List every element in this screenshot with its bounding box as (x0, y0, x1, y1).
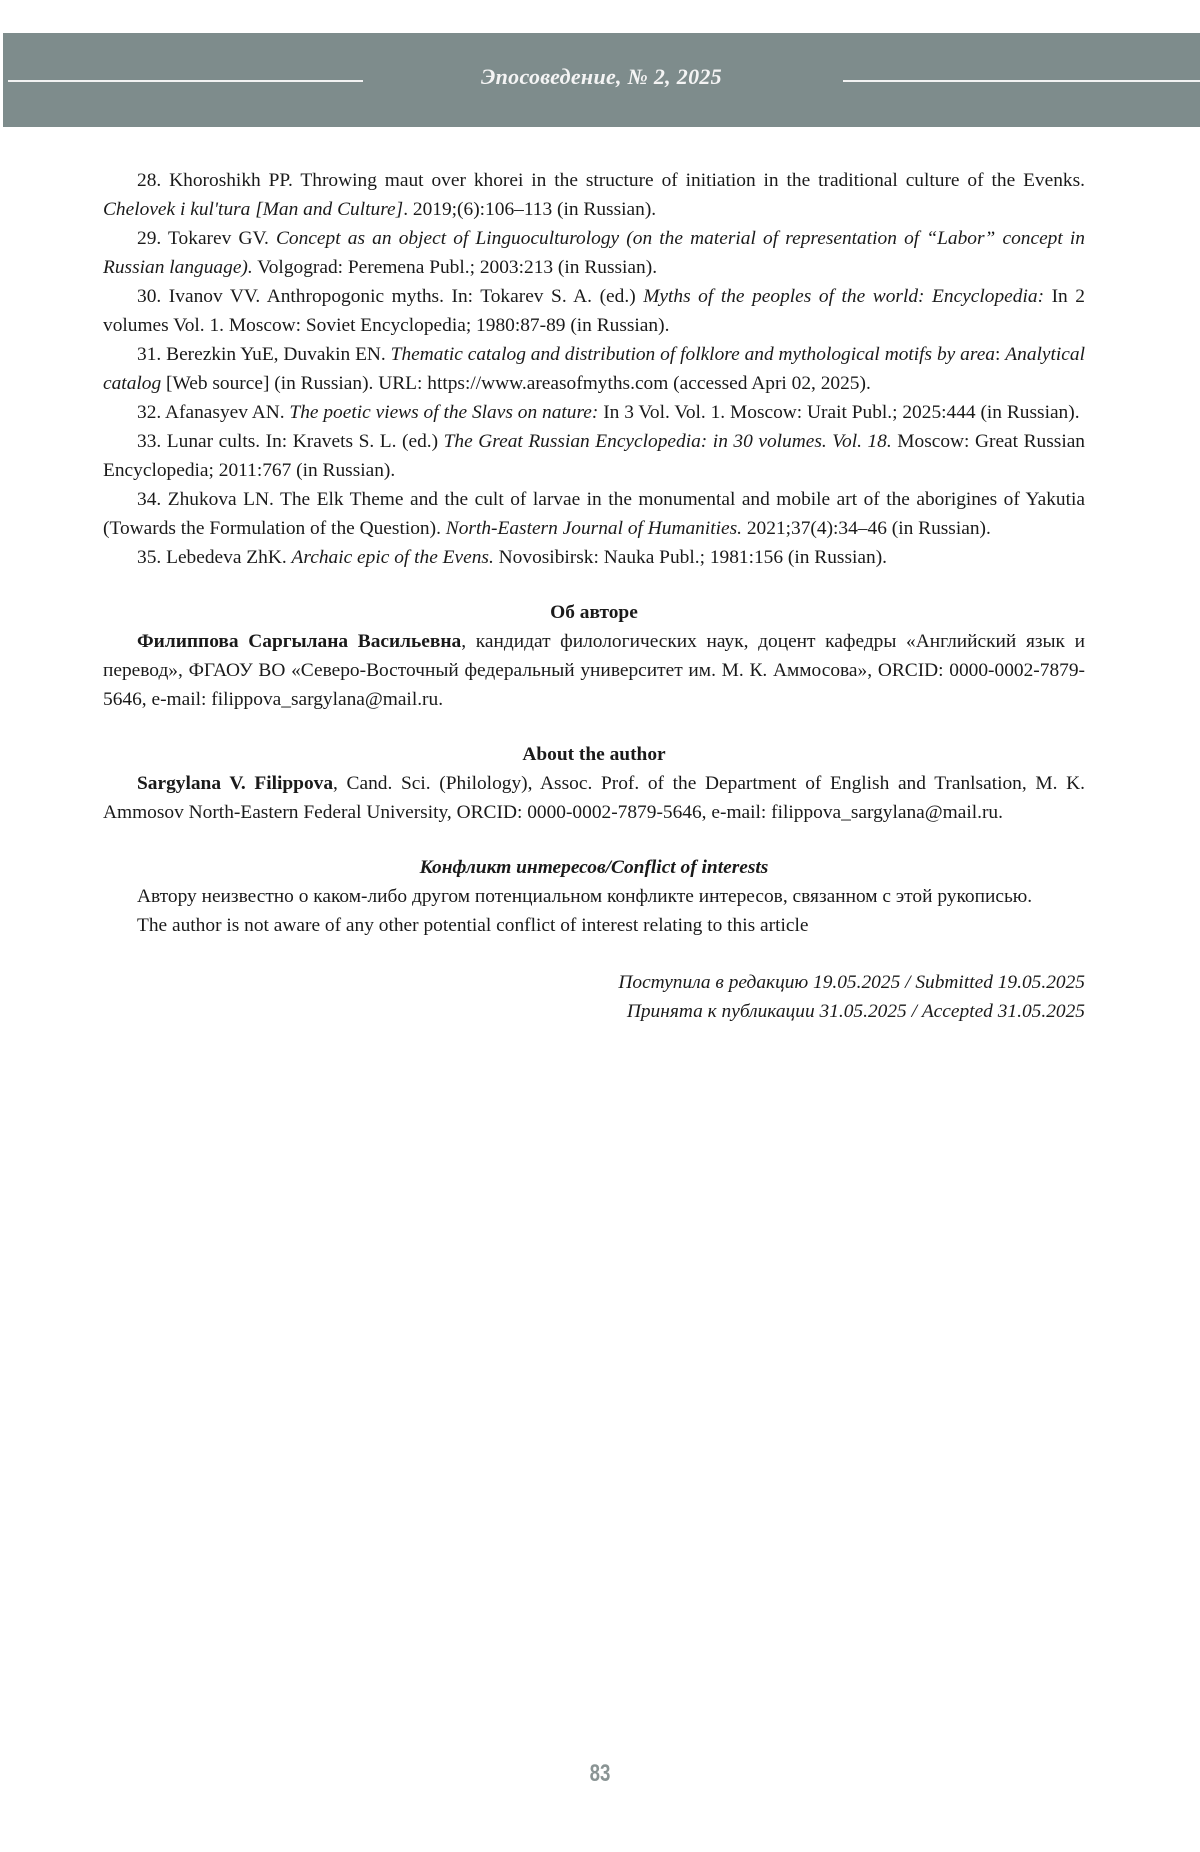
reference-text: Moscow: Great Russian Encyclopedia; 2011:767 (in Russian). (103, 431, 1086, 481)
reference-italic-title: Thematic catalog and distribution of folklore and mythological motifs by area (390, 344, 995, 365)
reference-italic-title: North-Eastern Journal of Humanities. (445, 518, 743, 539)
reference-item (103, 427, 1085, 485)
reference-number: 31. (137, 344, 162, 365)
page-number: 83 (589, 1760, 611, 1787)
reference-text: Lebedeva ZhK. (161, 547, 292, 568)
reference-item (103, 398, 1085, 427)
reference-italic-title: The poetic views of the Slavs on nature: (289, 402, 599, 423)
author-ru-heading: Об авторе (550, 602, 638, 623)
reference-text: Lunar cults. In: Kravets S. L. (ed.) (161, 431, 444, 452)
author-ru-paragraph (103, 627, 1085, 714)
reference-italic-title: Myths of the peoples of the world: Encyclopedia: (643, 286, 1045, 307)
author-ru-details: , кандидат филологических наук, доцент кафедры «Английский язык и перевод», ФГАОУ ВО «Северо-Восточный федеральный университет им. М. К. Аммосова», ORCID: 0000-0002-7879-5646, e-mail: filippova_sargylana@mail.ru. (103, 631, 1085, 710)
reference-item (103, 282, 1085, 340)
reference-text: Afanasyev AN. (161, 402, 290, 423)
reference-item (103, 166, 1085, 224)
reference-number: 34. (137, 489, 162, 510)
conflict-heading: Конфликт интересов/Conflict of interests (419, 857, 769, 878)
author-en-name: Sargylana V. Filippova (137, 773, 334, 794)
article-body (103, 166, 1085, 1026)
reference-item (103, 224, 1085, 282)
submitted-date: Поступила в редакцию 19.05.2025 / Submitted 19.05.2025 (618, 972, 1085, 993)
reference-number: 29. (137, 228, 162, 249)
reference-text: Berezkin YuE, Duvakin EN. (161, 344, 391, 365)
conflict-text-ru: Автору неизвестно о каком-либо другом потенциальном конфликте интересов, связанном с этой рукописью. (137, 886, 1033, 907)
reference-italic-title: Chelovek i kul'tura [Man and Culture] (103, 199, 404, 220)
reference-text: In 3 Vol. Vol. 1. Moscow: Urait Publ.; 2025:444 (in Russian). (598, 402, 1080, 423)
journal-issue-title: Эпосоведение, № 2, 2025 (481, 64, 722, 89)
reference-text: [Web source] (in Russian). URL: https://www.areasofmyths.com (accessed Apri 02, 2025). (161, 373, 871, 394)
reference-number: 35. (137, 547, 162, 568)
reference-item (103, 543, 1085, 572)
reference-italic-title: Analytical catalog (103, 344, 1085, 394)
reference-number: 33. (137, 431, 162, 452)
header-rule-right (843, 80, 1200, 82)
reference-italic-title: The Great Russian Encyclopedia: in 30 volumes. Vol. 18. (443, 431, 892, 452)
reference-text: Tokarev GV. (161, 228, 276, 249)
author-en-heading: About the author (522, 744, 666, 765)
reference-text: Novosibirsk: Nauka Publ.; 1981:156 (in Russian). (493, 547, 888, 568)
author-en-paragraph (103, 769, 1085, 827)
author-ru-name: Филиппова Саргылана Васильевна (137, 631, 462, 652)
author-en-details: , Cand. Sci. (Philology), Assoc. Prof. of the Department of English and Tranlsation, M. K. Ammosov North-Eastern Federal University, ORCID: 0000-0002-7879-5646, e-mail: filippova_sargylana@mail.ru. (103, 773, 1085, 823)
conflict-text-en: The author is not aware of any other potential conflict of interest relating to this article (137, 915, 809, 936)
reference-item (103, 485, 1085, 543)
reference-text: . 2019;(6):106–113 (in Russian). (403, 199, 657, 220)
reference-text: Ivanov VV. Anthropogonic myths. In: Tokarev S. A. (ed.) (161, 286, 644, 307)
reference-text: 2021;37(4):34–46 (in Russian). (742, 518, 991, 539)
reference-italic-title: Archaic epic of the Evens. (291, 547, 494, 568)
reference-text: In 2 volumes Vol. 1. Moscow: Soviet Encyclopedia; 1980:87-89 (in Russian). (103, 286, 1086, 336)
reference-text: : (995, 344, 1006, 365)
reference-text: Volgograd: Peremena Publ.; 2003:213 (in Russian). (252, 257, 658, 278)
reference-text: Khoroshikh PP. Throwing maut over khorei in the structure of initiation in the traditional culture of the Evenks. (161, 170, 1085, 191)
reference-list (103, 166, 1085, 572)
reference-text: Zhukova LN. The Elk Theme and the cult of larvae in the monumental and mobile art of the aborigines of Yakutia (Towards the Formulation of the Question). (103, 489, 1085, 539)
reference-number: 30. (137, 286, 162, 307)
reference-number: 28. (137, 170, 162, 191)
reference-italic-title: Concept as an object of Linguoculturology (on the material of representation of “Labor” concept in Russian language). (103, 228, 1085, 278)
accepted-date: Принята к публикации 31.05.2025 / Accepted 31.05.2025 (626, 1001, 1085, 1022)
journal-header-band (3, 33, 1200, 127)
reference-number: 32. (137, 402, 162, 423)
reference-item (103, 340, 1085, 398)
